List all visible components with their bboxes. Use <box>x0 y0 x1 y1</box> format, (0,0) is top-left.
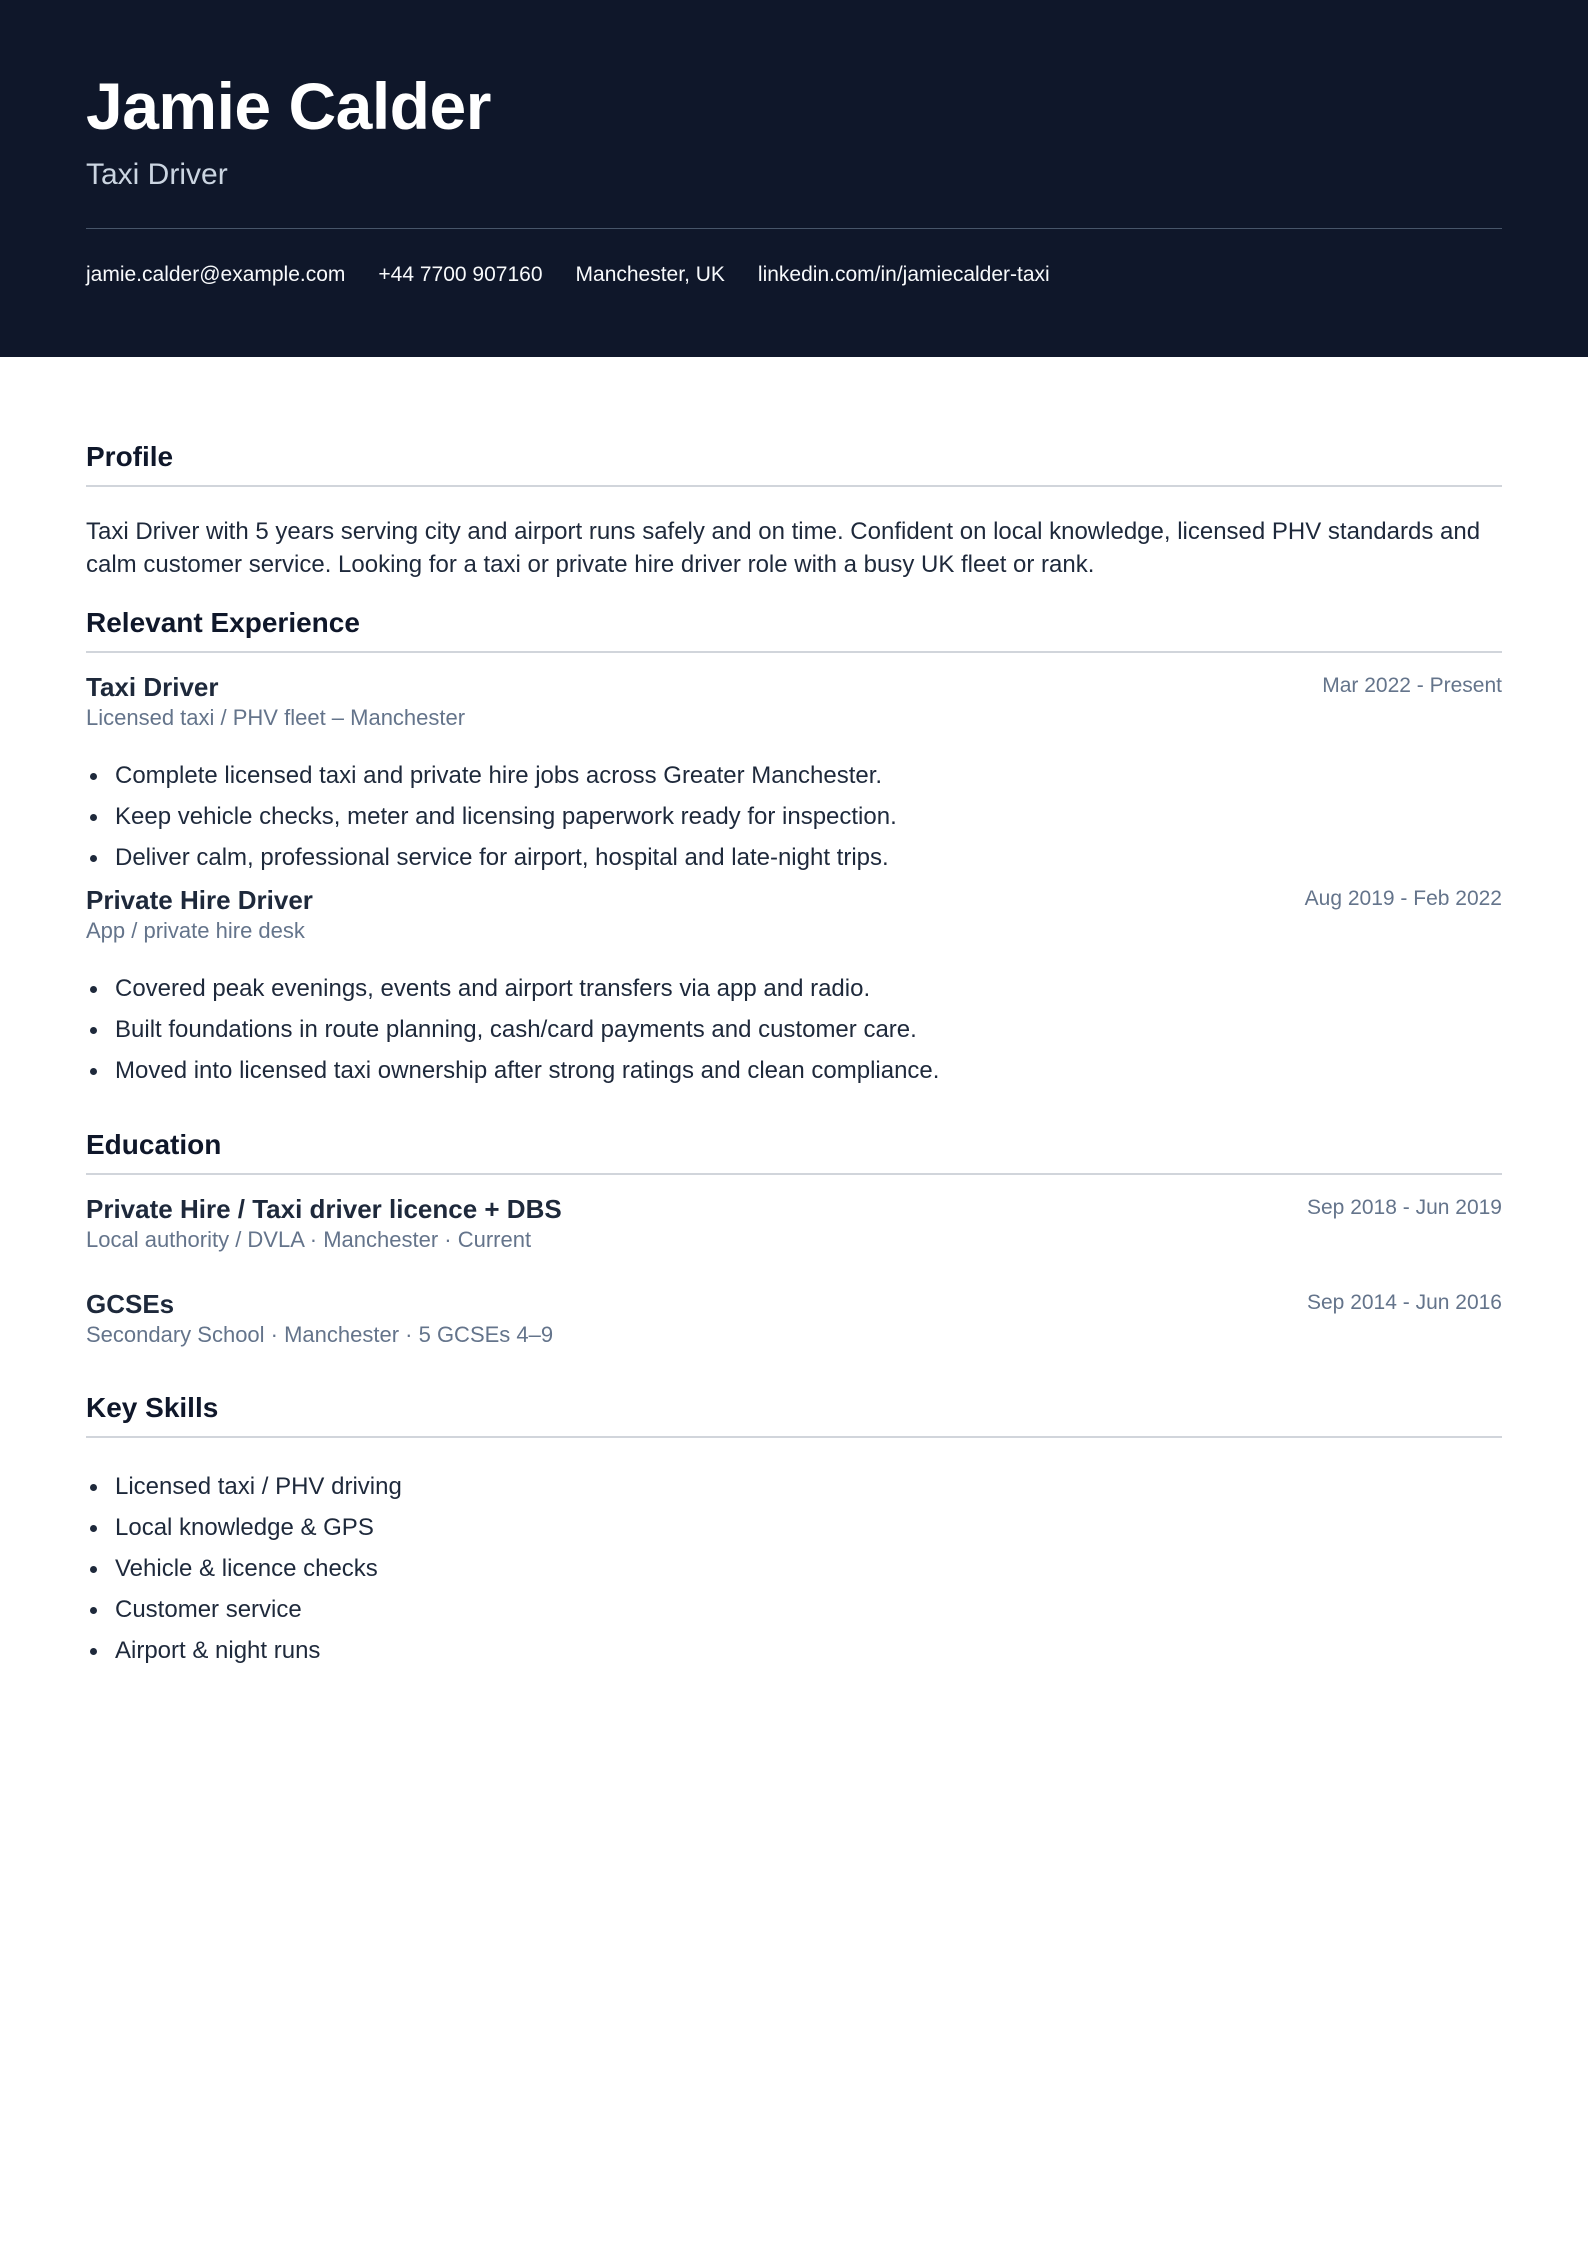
list-item: Customer service <box>86 1595 1502 1624</box>
contact-location: Manchester, UK <box>575 263 725 286</box>
job-employer: App / private hire desk <box>86 918 305 943</box>
bullet-icon <box>90 986 97 993</box>
job-bullets <box>86 761 1502 872</box>
contact-phone: +44 7700 907160 <box>378 263 543 286</box>
contact-email: jamie.calder@example.com <box>86 263 346 286</box>
education-title: GCSEs <box>86 1289 175 1319</box>
list-item: Licensed taxi / PHV driving <box>86 1472 1502 1501</box>
bullet-icon <box>90 1027 97 1034</box>
education-title: Private Hire / Taxi driver licence + DBS <box>86 1194 562 1224</box>
list-item: Complete licensed taxi and private hire jobs across Greater Manchester. <box>86 761 1502 790</box>
contact-row <box>86 261 1502 289</box>
section-heading: Key Skills <box>86 1392 219 1423</box>
education-dates: Sep 2018 - Jun 2019 <box>1307 1196 1502 1219</box>
education-entry <box>86 1193 1502 1255</box>
list-item: Covered peak evenings, events and airport transfers via app and radio. <box>86 974 1502 1003</box>
candidate-title: Taxi Driver <box>86 158 228 191</box>
list-item: Moved into licensed taxi ownership after strong ratings and clean compliance. <box>86 1056 1502 1085</box>
section-heading: Education <box>86 1129 222 1160</box>
contact-linkedin: linkedin.com/in/jamiecalder-taxi <box>757 263 1050 286</box>
profile-text: Taxi Driver with 5 years serving city and airport runs safely and on time. Confident on local knowledge, licensed PHV standards and calm customer service. Looking for a taxi or private hire driver role with a busy UK fleet or rank. <box>86 518 1481 578</box>
bullet-icon <box>90 773 97 780</box>
candidate-name: Jamie Calder <box>86 69 491 143</box>
list-item: Airport & night runs <box>86 1636 1502 1665</box>
job-employer: Licensed taxi / PHV fleet – Manchester <box>86 705 466 730</box>
section-divider <box>86 651 1502 653</box>
job-title: Private Hire Driver <box>86 885 313 915</box>
job-entry <box>86 671 1502 872</box>
list-item: Local knowledge & GPS <box>86 1513 1502 1542</box>
skills-section <box>86 1350 1502 1665</box>
bullet-icon <box>90 1525 97 1532</box>
resume-body <box>0 357 1588 1665</box>
education-dates: Sep 2014 - Jun 2016 <box>1307 1291 1502 1314</box>
header-divider <box>86 228 1502 229</box>
skills-list <box>86 1472 1502 1665</box>
list-item: Keep vehicle checks, meter and licensing paperwork ready for inspection. <box>86 802 1502 831</box>
profile-section <box>86 357 1502 581</box>
bullet-icon <box>90 1484 97 1491</box>
education-section <box>86 1097 1502 1350</box>
education-detail: Local authority / DVLA · Manchester · Current <box>86 1227 532 1252</box>
education-entry <box>86 1288 1502 1350</box>
list-item: Deliver calm, professional service for airport, hospital and late-night trips. <box>86 843 1502 872</box>
bullet-icon <box>90 814 97 821</box>
section-divider <box>86 485 1502 487</box>
bullet-icon <box>90 1648 97 1655</box>
job-header <box>86 671 1502 733</box>
job-bullets <box>86 974 1502 1085</box>
resume-header <box>0 0 1588 357</box>
section-heading: Profile <box>86 441 174 472</box>
job-dates: Mar 2022 - Present <box>1322 674 1502 697</box>
job-entry <box>86 884 1502 1085</box>
job-title: Taxi Driver <box>86 672 219 702</box>
bullet-icon <box>90 1566 97 1573</box>
section-divider <box>86 1436 1502 1438</box>
list-item: Vehicle & licence checks <box>86 1554 1502 1583</box>
bullet-icon <box>90 1068 97 1075</box>
experience-section <box>86 581 1502 1085</box>
job-header <box>86 884 1502 946</box>
list-item: Built foundations in route planning, cash/card payments and customer care. <box>86 1015 1502 1044</box>
education-detail: Secondary School · Manchester · 5 GCSEs 4–9 <box>86 1322 554 1347</box>
bullet-icon <box>90 1607 97 1614</box>
job-dates: Aug 2019 - Feb 2022 <box>1304 887 1502 910</box>
section-divider <box>86 1173 1502 1175</box>
section-heading: Relevant Experience <box>86 607 360 638</box>
bullet-icon <box>90 855 97 862</box>
